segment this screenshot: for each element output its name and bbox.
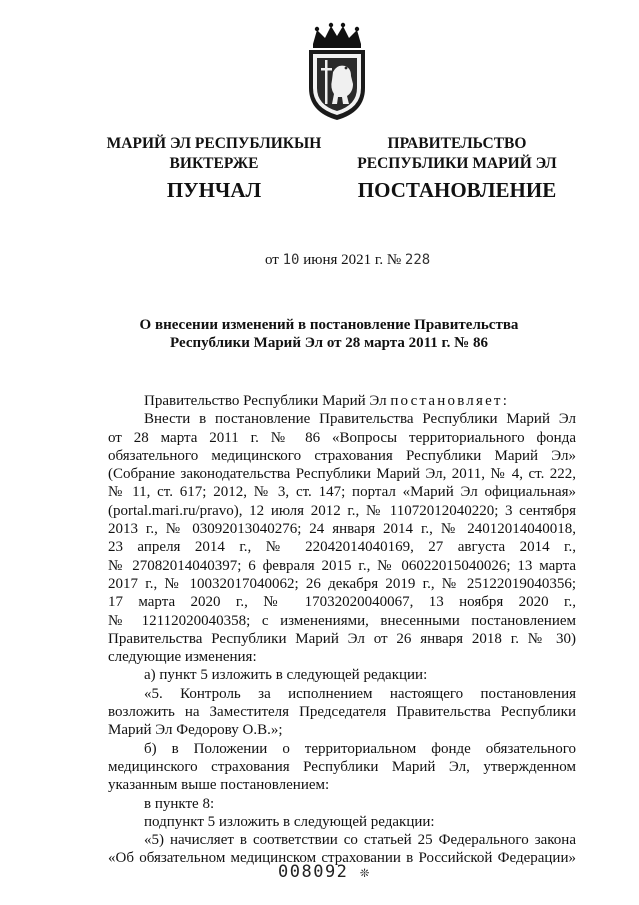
- date-prefix: от: [265, 252, 279, 268]
- header-left-line2: ВИКТЕРЖЕ: [169, 155, 259, 172]
- body-line: возложить на Заместителя Председателя Правительства Республики: [108, 704, 576, 721]
- body-line: 2017 г., № 10032017040062; 26 декабря 2019 г., № 25122019040356;: [108, 575, 576, 592]
- date-line: [265, 252, 430, 269]
- body-line: 23 апреля 2014 г., № 22042014040169, 27 августа 2014 г.,: [108, 539, 576, 556]
- body-line: обязательного медицинского страхования Республики Марий Эл»: [108, 447, 576, 464]
- body-line: 17 марта 2020 г., № 17032020040067, 13 ноября 2020 г.,: [108, 594, 576, 611]
- body-line-part: Правительство Республики Марий Эл: [144, 393, 391, 409]
- body-line: Марий Эл Федорову О.В.»;: [108, 722, 283, 739]
- body-line: медицинского страхования Республики Марий Эл, утвержденном: [108, 758, 576, 775]
- header-right-doc-type: ПОСТАНОВЛЕНИЕ: [357, 178, 557, 202]
- body-line: Правительства Республики Марий Эл от 26 января 2018 г. № 30): [108, 630, 576, 647]
- body-line: № 12112020040358; с изменениями, внесенными постановлением: [108, 612, 576, 629]
- coat-of-arms-icon: [295, 22, 379, 122]
- date-day: 10: [282, 252, 300, 268]
- body-line: (Собрание законодательства Республики Марий Эл, 2011, № 4, ст. 222,: [108, 466, 576, 483]
- body-line-spaced: постановляет:: [390, 393, 510, 409]
- header-right-block: [352, 134, 562, 174]
- body-line: «Об обязательном медицинском страховании в Российской Федерации»: [108, 850, 576, 867]
- body-line: следующие изменения:: [108, 649, 257, 666]
- body-line: указанным выше постановлением:: [108, 777, 330, 794]
- body-line: 2013 г., № 03092013040276; 24 января 2014 г., № 24012014040018,: [108, 521, 576, 538]
- document-title: [80, 316, 578, 352]
- body-line: в пункте 8:: [144, 795, 215, 812]
- header-left-line1: МАРИЙ ЭЛ РЕСПУБЛИКЫН: [106, 135, 322, 152]
- header-left-block: [88, 134, 340, 174]
- body-line: (portal.mari.ru/pravo), 12 июля 2012 г., № 11072012040220; 3 сентября: [108, 502, 576, 519]
- serial-digits: 008092: [278, 862, 349, 882]
- header-right-line2: РЕСПУБЛИКИ МАРИЙ ЭЛ: [357, 155, 557, 172]
- body-line: № 27082014040397; 6 февраля 2015 г., № 06022015040026; 13 марта: [108, 557, 576, 574]
- asterisk-mark-icon: ❊: [360, 863, 371, 881]
- body-line: «5. Контроль за исполнением настоящего постановления: [144, 685, 576, 702]
- serial-number: [278, 862, 371, 882]
- body-line: Внести в постановление Правительства Республики Марий Эл: [144, 411, 576, 428]
- document-number: 228: [404, 252, 431, 268]
- body-line: «5) начисляет в соответствии со статьей 25 Федерального закона: [144, 832, 576, 849]
- body-line: а) пункт 5 изложить в следующей редакции:: [144, 667, 428, 684]
- title-line1: О внесении изменений в постановление Правительства: [139, 317, 519, 333]
- coat-of-arms-emblem: [295, 22, 379, 122]
- body-line: б) в Положении о территориальном фонде обязательного: [144, 740, 576, 757]
- body-line: [108, 392, 576, 410]
- header-left-doc-type: ПУНЧАЛ: [166, 178, 262, 202]
- document-body: [108, 392, 576, 868]
- body-line: от 28 марта 2011 г. № 86 «Вопросы территориального фонда: [108, 429, 576, 446]
- header-right-line1: ПРАВИТЕЛЬСТВО: [387, 135, 527, 152]
- body-line: подпункт 5 изложить в следующей редакции:: [144, 813, 435, 830]
- body-line: № 11, ст. 617; 2012, № 3, ст. 147; портал «Марий Эл официальная»: [108, 484, 576, 501]
- date-month-year: июня 2021 г. №: [303, 252, 402, 268]
- title-line2: Республики Марий Эл от 28 марта 2011 г. № 86: [170, 335, 488, 351]
